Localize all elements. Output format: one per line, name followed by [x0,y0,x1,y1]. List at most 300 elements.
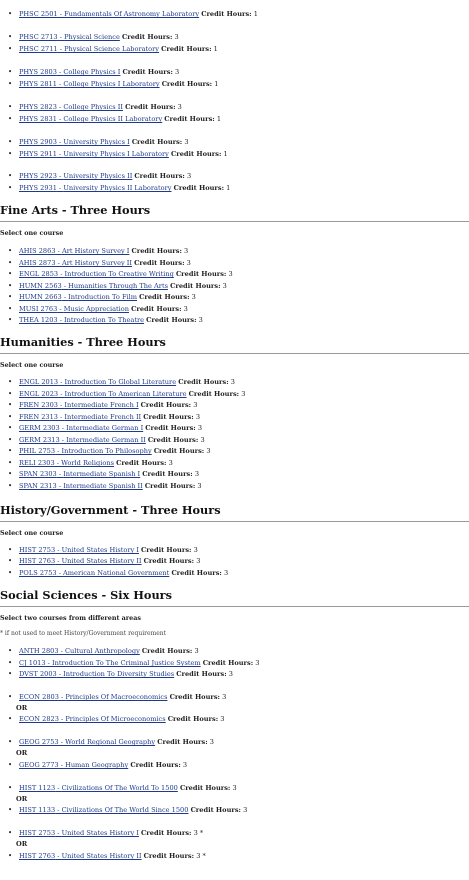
course-link[interactable] [19,738,155,746]
credit-hours-value: 3 [174,33,179,41]
course-link[interactable] [19,270,174,278]
course-code: RELI 2303 [19,459,55,467]
code-title-separator: - [61,282,69,290]
course-title: United States History I [61,829,139,837]
course-entry [19,10,258,18]
course-code: ECON 2803 [19,693,59,701]
code-title-separator: - [45,659,52,667]
credit-hours-value: 3 [193,546,198,554]
course-link[interactable] [19,45,159,53]
code-title-separator: - [56,184,64,192]
credit-hours-value: 3 [175,68,180,76]
credit-hours-value: 3 [197,424,203,432]
course-link[interactable] [19,103,123,111]
course-title: United States History I [61,546,139,554]
credit-hours-value: 3 [209,738,214,746]
course-title: Human Geography [65,761,129,769]
course-entry [19,138,189,146]
course-entry [19,115,221,123]
course-code: ANTH 2803 [19,647,59,655]
credit-hours-label: Credit Hours: [143,413,194,421]
course-title: American National Government [63,569,170,577]
social-sciences-footnote: * if not used to meet History/Government requirement [0,630,167,637]
course-link[interactable] [19,80,160,88]
course-entry [19,738,214,746]
code-title-separator: - [56,103,64,111]
course-link[interactable] [19,829,139,837]
course-title: Introduction To Theatre [64,316,145,324]
course-link[interactable] [19,436,146,444]
credit-hours-value: 3 [222,693,227,701]
code-title-separator: - [58,390,65,398]
credit-hours-value: 1 [214,80,219,88]
course-entry [19,436,205,444]
credit-hours-label: Credit Hours: [202,659,254,667]
history-government-instruction: Select one course [0,529,64,537]
course-link[interactable] [19,784,178,792]
course-title: Art History Survey I [61,247,130,255]
course-link[interactable] [19,470,140,478]
credit-hours-value: 3 [186,172,192,180]
credit-hours-label: Credit Hours: [170,150,222,158]
course-code: ENGL 2853 [19,270,59,278]
credit-hours-label: Credit Hours: [131,305,182,313]
course-link[interactable] [19,761,128,769]
course-code: HIST 1133 [19,806,56,814]
course-link[interactable] [19,293,137,301]
course-code: MUSI 2763 [19,305,58,313]
course-title: Principles Of Macroeconomics [65,693,168,701]
credit-hours-label: Credit Hours: [153,447,205,455]
course-link[interactable] [19,647,140,655]
course-code: HIST 2753 [19,546,56,554]
code-title-separator: - [58,693,66,701]
code-title-separator: - [55,557,62,565]
course-code: HUMN 2663 [19,293,62,301]
course-code: PHYS 2911 [19,150,57,158]
or-separator: OR [16,749,28,757]
course-link[interactable] [19,447,152,455]
code-title-separator: - [56,470,64,478]
fine-arts-instruction: Select one course [0,229,64,237]
code-title-separator: - [58,761,66,769]
course-code: PHYS 2803 [19,68,57,76]
course-code: ENGL 2013 [19,378,59,386]
course-code: THEA 1203 [19,316,58,324]
credit-hours-value: 3 [186,259,191,267]
course-link[interactable] [19,68,120,76]
course-entry [19,557,200,565]
course-link[interactable] [19,482,143,490]
code-title-separator: - [58,413,65,421]
course-entry [19,282,227,290]
course-link[interactable] [19,390,187,398]
code-title-separator: - [55,806,62,814]
course-code: PHYS 2811 [19,80,57,88]
course-title: United States History II [61,852,142,860]
course-link[interactable] [19,401,139,409]
credit-hours-value: 3 [228,670,233,678]
course-code: SPAN 2303 [19,470,57,478]
course-entry [19,470,199,478]
credit-hours-value: 3 [228,270,233,278]
course-entry [19,103,182,111]
course-code: PHYS 2931 [19,184,57,192]
credit-hours-label: Credit Hours: [161,80,213,88]
social-sciences-instruction: Select two courses from different areas [0,614,141,622]
credit-hours-label: Credit Hours: [142,470,193,478]
code-title-separator: - [55,784,62,792]
course-entry [19,33,179,41]
credit-hours-label: Credit Hours: [167,715,219,723]
course-title: Introduction To Philosophy [61,447,152,455]
code-title-separator: - [58,715,66,723]
credit-hours-value: 1 [216,115,222,123]
credit-hours-value: 3 [184,247,189,255]
credit-hours-value: 3 [168,459,173,467]
course-title: Introduction To Diversity Studies [63,670,175,678]
code-title-separator: - [56,80,64,88]
credit-hours-value: 3 [206,447,211,455]
credit-hours-value: 3 [177,103,182,111]
credit-hours-label: Credit Hours: [131,247,182,255]
course-title: United States History II [61,557,142,565]
course-link[interactable] [19,459,114,467]
credit-hours-value: 3 [220,715,225,723]
code-title-separator: - [55,259,62,267]
credit-hours-label: Credit Hours: [169,693,220,701]
course-code: CJ 1013 [19,659,46,667]
course-link[interactable] [19,184,171,192]
fine-arts-divider [0,221,469,222]
credit-hours-label: Credit Hours: [143,852,195,860]
course-entry [19,401,197,409]
code-title-separator: - [59,436,67,444]
credit-hours-label: Credit Hours: [134,172,185,180]
course-code: HUMN 2563 [19,282,62,290]
course-entry [19,247,188,255]
code-title-separator: - [61,293,69,301]
course-entry [19,761,187,769]
course-link[interactable] [19,316,144,324]
code-title-separator: - [55,852,62,860]
course-code: ENGL 2023 [19,390,59,398]
course-code: AHIS 2873 [19,259,56,267]
course-entry [19,316,203,324]
course-code: GEOG 2773 [19,761,59,769]
credit-hours-label: Credit Hours: [201,10,252,18]
credit-hours-label: Credit Hours: [161,45,212,53]
course-code: HIST 1123 [19,784,56,792]
course-entry [19,424,202,432]
credit-hours-label: Credit Hours: [130,761,181,769]
course-code: PHYS 2903 [19,138,57,146]
course-entry [19,293,196,301]
course-title: University Physics I Laboratory [63,150,169,158]
credit-hours-label: Credit Hours: [145,424,196,432]
course-title: Intermediate French I [64,401,139,409]
course-link[interactable] [19,259,132,267]
code-title-separator: - [58,647,65,655]
credit-hours-value: 3 [196,557,201,565]
or-separator: OR [16,840,28,848]
course-code: POLS 2753 [19,569,57,577]
course-code: SPAN 2313 [19,482,57,490]
credit-hours-value: 3 [243,806,248,814]
course-link[interactable] [19,138,130,146]
course-code: DVST 2003 [19,670,57,678]
course-link[interactable] [19,33,120,41]
course-link[interactable] [19,569,169,577]
code-title-separator: - [55,829,62,837]
course-entry [19,305,188,313]
credit-hours-value: 3 [241,390,246,398]
course-code: HIST 2763 [19,557,56,565]
course-entry [19,784,237,792]
course-title: Humanities Through The Arts [68,282,168,290]
course-title: Physical Science [64,33,120,41]
credit-hours-value: 3 [223,569,229,577]
credit-hours-label: Credit Hours: [171,569,222,577]
credit-hours-label: Credit Hours: [134,259,185,267]
code-title-separator: - [57,316,65,324]
fine-arts-heading: Fine Arts - Three Hours [0,203,151,217]
course-code: PHSC 2501 [19,10,58,18]
course-link[interactable] [19,282,168,290]
course-entry [19,270,233,278]
credit-hours-value: 1 [223,150,228,158]
course-code: HIST 2753 [19,829,56,837]
credit-hours-label: Credit Hours: [157,738,208,746]
course-title: Intermediate French II [64,413,142,421]
course-entry [19,150,228,158]
humanities-instruction: Select one course [0,361,64,369]
course-entry [19,390,245,398]
course-title: World Regional Geography [65,738,156,746]
course-link[interactable] [19,715,166,723]
course-title: University Physics II [63,172,133,180]
code-title-separator: - [58,738,66,746]
credit-hours-label: Credit Hours: [144,482,196,490]
course-title: Civilizations Of The World Since 1500 [61,806,189,814]
course-link[interactable] [19,806,188,814]
credit-hours-value: 3 [200,436,205,444]
course-link[interactable] [19,413,141,421]
code-title-separator: - [56,670,64,678]
course-entry [19,413,200,421]
credit-hours-value: 1 [253,10,258,18]
code-title-separator: - [56,172,64,180]
credit-hours-label: Credit Hours: [141,546,192,554]
course-link[interactable] [19,424,143,432]
history-government-heading: History/Government - Three Hours [0,503,221,517]
course-entry [19,569,228,577]
course-link[interactable] [19,305,129,313]
course-entry [19,715,224,723]
code-title-separator: - [59,424,67,432]
course-entry [19,447,211,455]
course-entry [19,45,218,53]
course-title: Introduction To Creative Writing [64,270,174,278]
course-code: PHIL 2753 [19,447,56,455]
credit-hours-label: Credit Hours: [179,784,231,792]
credit-hours-label: Credit Hours: [131,138,183,146]
course-title: Physical Science Laboratory [64,45,160,53]
code-title-separator: - [58,378,65,386]
credit-hours-label: Credit Hours: [190,806,241,814]
credit-hours-label: Credit Hours: [121,33,173,41]
footnote-marker: * [200,852,206,860]
history-government-divider [0,521,469,522]
course-title: Intermediate German I [66,424,144,432]
course-link[interactable] [19,247,129,255]
course-entry [19,172,191,180]
credit-hours-value: 3 [195,413,201,421]
credit-hours-label: Credit Hours: [141,647,193,655]
credit-hours-value: 3 [197,482,202,490]
course-entry [19,806,247,814]
course-title: Music Appreciation [63,305,129,313]
code-title-separator: - [55,546,62,554]
course-entry [19,546,198,554]
course-code: GERM 2303 [19,424,60,432]
credit-hours-label: Credit Hours: [146,316,197,324]
course-code: PHYS 2923 [19,172,57,180]
course-title: College Physics I [63,68,121,76]
course-title: Intermediate German II [66,436,146,444]
course-title: Civilizations Of The World To 1500 [61,784,178,792]
course-entry [19,80,218,88]
footnote-marker: * [197,829,204,837]
course-title: College Physics II Laboratory [63,115,163,123]
course-title: Fundamentals Of Astronomy Laboratory [64,10,200,18]
course-title: World Religions [61,459,114,467]
code-title-separator: - [56,569,64,577]
course-title: Intermediate Spanish I [63,470,141,478]
course-link[interactable] [19,546,139,554]
code-title-separator: - [58,401,65,409]
course-code: HIST 2763 [19,852,56,860]
course-title: Principles Of Microeconomics [65,715,166,723]
code-title-separator: - [56,138,64,146]
credit-hours-value: 3 [194,470,200,478]
credit-hours-value: 3 [194,647,199,655]
course-code: PHYS 2831 [19,115,57,123]
course-entry [19,693,226,701]
course-entry [19,659,260,667]
credit-hours-value: 3 [193,829,198,837]
code-title-separator: - [54,459,62,467]
course-code: GERM 2313 [19,436,60,444]
or-separator: OR [16,704,28,712]
credit-hours-value: 3 [184,138,189,146]
course-title: Introduction To Film [68,293,137,301]
code-title-separator: - [57,305,64,313]
code-title-separator: - [57,10,65,18]
or-separator: OR [16,795,28,803]
course-link[interactable] [19,115,162,123]
course-code: ECON 2823 [19,715,59,723]
credit-hours-label: Credit Hours: [141,829,192,837]
course-link[interactable] [19,693,167,701]
code-title-separator: - [57,33,65,41]
credit-hours-value: 3 [198,316,203,324]
code-title-separator: - [55,447,62,455]
course-entry [19,259,191,267]
credit-hours-value: 3 [232,784,237,792]
credit-hours-value: 1 [213,45,218,53]
credit-hours-label: Credit Hours: [140,401,192,409]
course-code: PHSC 2711 [19,45,58,53]
course-entry [19,829,203,837]
credit-hours-value: 3 [182,761,188,769]
code-title-separator: - [55,247,62,255]
course-title: College Physics II [63,103,123,111]
credit-hours-label: Credit Hours: [139,293,190,301]
course-code: FREN 2303 [19,401,58,409]
course-link[interactable] [19,378,176,386]
code-title-separator: - [56,68,64,76]
code-title-separator: - [56,150,64,158]
credit-hours-value: 3 [222,282,227,290]
code-title-separator: - [58,270,65,278]
credit-hours-label: Credit Hours: [170,282,221,290]
code-title-separator: - [56,482,64,490]
course-link[interactable] [19,10,199,18]
credit-hours-label: Credit Hours: [173,184,225,192]
code-title-separator: - [57,45,65,53]
course-link[interactable] [19,150,169,158]
course-link[interactable] [19,670,174,678]
credit-hours-label: Credit Hours: [164,115,215,123]
social-sciences-heading: Social Sciences - Six Hours [0,588,172,602]
course-title: Art History Survey II [61,259,133,267]
course-code: FREN 2313 [19,413,58,421]
course-title: Introduction To Global Literature [64,378,177,386]
credit-hours-value: 3 [230,378,235,386]
course-link[interactable] [19,557,142,565]
course-code: PHSC 2713 [19,33,58,41]
course-entry [19,647,199,655]
course-title: Intermediate Spanish II [63,482,143,490]
credit-hours-value: 3 [193,401,198,409]
credit-hours-value: 3 [196,852,201,860]
credit-hours-label: Credit Hours: [125,103,176,111]
course-link[interactable] [19,852,142,860]
credit-hours-value: 3 [183,305,188,313]
course-link[interactable] [19,172,132,180]
course-code: PHYS 2823 [19,103,57,111]
course-entry [19,670,233,678]
course-title: Introduction To American Literature [64,390,187,398]
course-title: College Physics I Laboratory [63,80,160,88]
humanities-divider [0,353,469,354]
credit-hours-label: Credit Hours: [143,557,195,565]
course-entry [19,378,235,386]
course-title: Introduction To The Criminal Justice System [52,659,201,667]
credit-hours-value: 1 [226,184,231,192]
credit-hours-label: Credit Hours: [176,670,227,678]
course-code: AHIS 2863 [19,247,56,255]
course-title: Cultural Anthropology [64,647,140,655]
course-link[interactable] [19,659,201,667]
course-entry [19,459,173,467]
course-title: University Physics II Laboratory [63,184,172,192]
credit-hours-label: Credit Hours: [147,436,199,444]
credit-hours-label: Credit Hours: [175,270,227,278]
credit-hours-label: Credit Hours: [116,459,167,467]
credit-hours-label: Credit Hours: [178,378,229,386]
